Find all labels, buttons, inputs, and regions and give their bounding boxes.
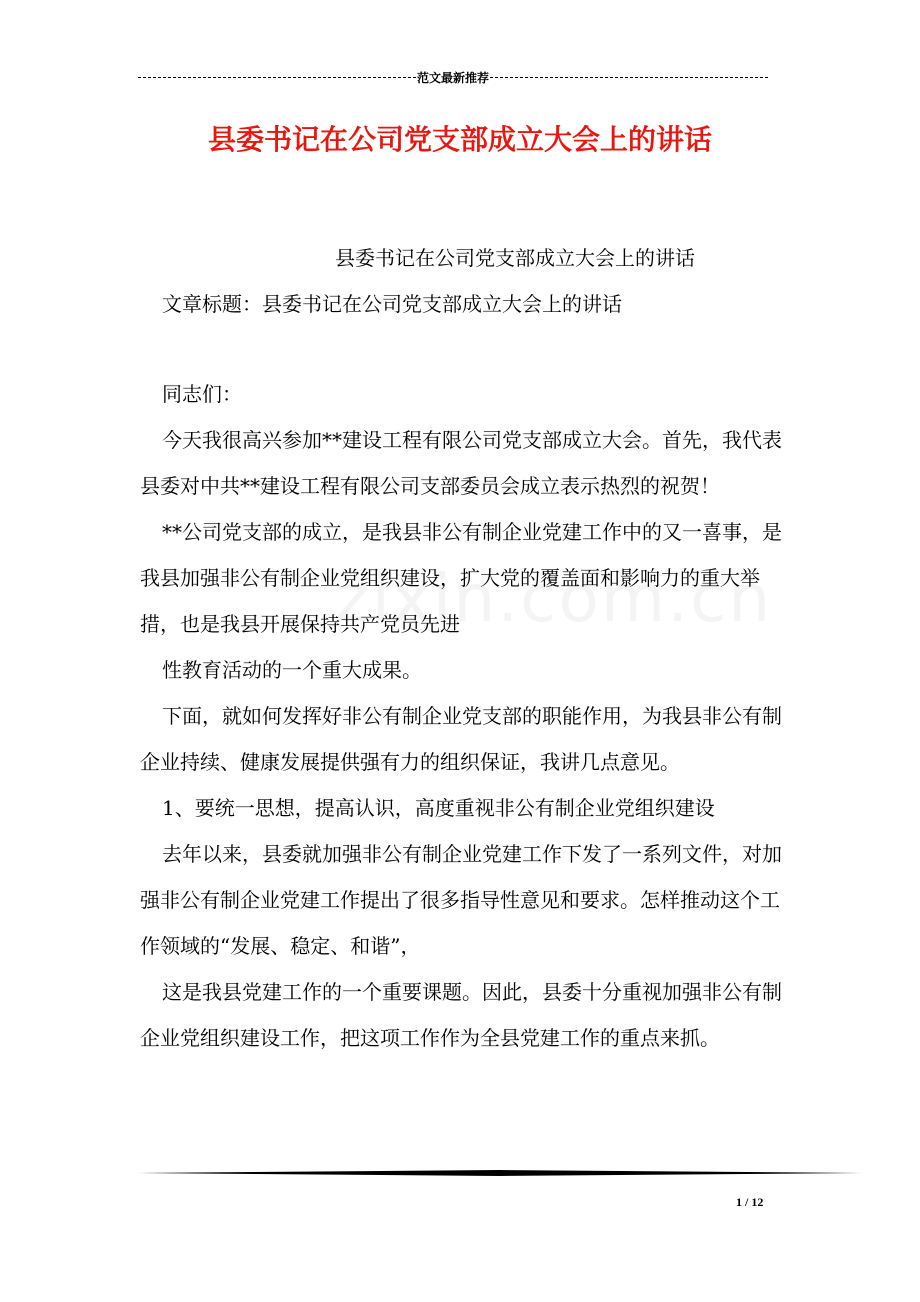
paragraph-salutation: 同志们： [162,382,242,406]
section-heading: 1、要统一思想，提高认识，高度重视非公有制企业党组织建设 [162,796,715,820]
document-title: 县委书记在公司党支部成立大会上的讲话 [207,123,712,156]
header-dash-right [490,77,768,78]
paragraph: **公司党支部的成立，是我县非公有制企业党建工作中的又一喜事，是我县加强非公有制企业党组织建设，扩大党的覆盖面和影响力的重大举措，也是我县开展保持共产党员先进 [140,520,782,636]
page-number: 1 / 12 [736,1195,764,1209]
spacer [140,327,785,371]
paragraph: 今天我很高兴参加**建设工程有限公司党支部成立大会。首先，我代表县委对中共**建设工程有限公司支部委员会成立表示热烈的祝贺！ [140,428,782,498]
paragraph: 这是我县党建工作的一个重要课题。因此，县委十分重视加强非公有制企业党组织建设工作，把这项工作作为全县党建工作的重点来抓。 [140,980,782,1050]
header-banner [138,70,768,84]
header-dash-left [138,77,416,78]
document-body [140,235,785,1061]
footer-rule [138,1170,862,1176]
paragraph: 去年以来，县委就加强非公有制企业党建工作下发了一系列文件，对加强非公有制企业党建工作提出了很多指导性意见和要求。怎样推动这个工作领域的“发展、稳定、和谐”， [140,842,782,958]
document-subtitle: 县委书记在公司党支部成立大会上的讲话 [335,246,695,270]
paragraph: 下面，就如何发挥好非公有制企业党支部的职能作用，为我县非公有制企业持续、健康发展提供强有力的组织保证，我讲几点意见。 [140,704,782,774]
paragraph: 性教育活动的一个重大成果。 [162,658,422,682]
article-title-line: 文章标题：县委书记在公司党支部成立大会上的讲话 [162,292,622,316]
header-label: 范文最新推荐 [417,70,490,85]
